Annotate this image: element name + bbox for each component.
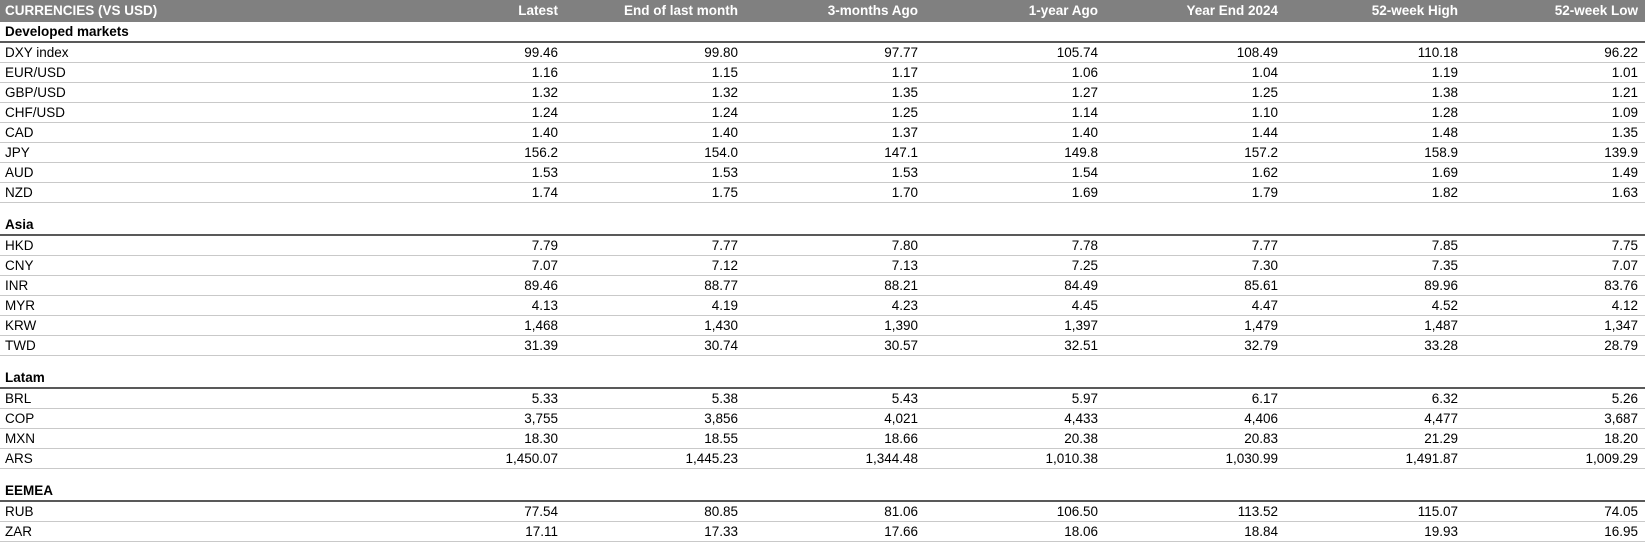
cell-value: 1.21 <box>1465 83 1645 103</box>
section-header-cell <box>1105 368 1285 388</box>
cell-value: 31.39 <box>385 336 565 356</box>
cell-value: 21.29 <box>1285 429 1465 449</box>
row-label: GBP/USD <box>0 83 385 103</box>
cell-value: 4,433 <box>925 409 1105 429</box>
cell-value: 1.01 <box>1465 63 1645 83</box>
cell-value: 7.77 <box>565 235 745 256</box>
section-header-row <box>0 368 1645 388</box>
cell-value: 4.45 <box>925 296 1105 316</box>
section-header-cell <box>1465 368 1645 388</box>
cell-value: 1.25 <box>745 103 925 123</box>
cell-value: 1.82 <box>1285 183 1465 203</box>
cell-value: 1.75 <box>565 183 745 203</box>
cell-value: 4,406 <box>1105 409 1285 429</box>
cell-value: 1.35 <box>1465 123 1645 143</box>
cell-value: 7.75 <box>1465 235 1645 256</box>
table-row <box>0 123 1645 143</box>
cell-value: 147.1 <box>745 143 925 163</box>
cell-value: 4.19 <box>565 296 745 316</box>
section-header-row <box>0 215 1645 235</box>
cell-value: 1.04 <box>1105 63 1285 83</box>
cell-value: 4.23 <box>745 296 925 316</box>
cell-value: 17.33 <box>565 522 745 542</box>
cell-value: 1.53 <box>745 163 925 183</box>
table-row <box>0 163 1645 183</box>
cell-value: 1.53 <box>385 163 565 183</box>
cell-value: 1.48 <box>1285 123 1465 143</box>
cell-value: 6.32 <box>1285 388 1465 409</box>
cell-value: 5.43 <box>745 388 925 409</box>
cell-value: 1.44 <box>1105 123 1285 143</box>
cell-value: 28.79 <box>1465 336 1645 356</box>
cell-value: 1.49 <box>1465 163 1645 183</box>
cell-value: 1.40 <box>925 123 1105 143</box>
table-row <box>0 388 1645 409</box>
column-header-52-week-high: 52-week High <box>1285 0 1465 22</box>
cell-value: 32.51 <box>925 336 1105 356</box>
cell-value: 108.49 <box>1105 42 1285 63</box>
row-label: TWD <box>0 336 385 356</box>
row-label: DXY index <box>0 42 385 63</box>
cell-value: 1.35 <box>745 83 925 103</box>
cell-value: 88.77 <box>565 276 745 296</box>
cell-value: 5.97 <box>925 388 1105 409</box>
table-row <box>0 429 1645 449</box>
table-row <box>0 522 1645 542</box>
cell-value: 1,347 <box>1465 316 1645 336</box>
cell-value: 32.79 <box>1105 336 1285 356</box>
cell-value: 1.32 <box>385 83 565 103</box>
table-row <box>0 183 1645 203</box>
table-header <box>0 0 1645 22</box>
cell-value: 6.17 <box>1105 388 1285 409</box>
cell-value: 149.8 <box>925 143 1105 163</box>
cell-value: 4.47 <box>1105 296 1285 316</box>
cell-value: 7.12 <box>565 256 745 276</box>
section-header-cell <box>1465 22 1645 42</box>
table-row <box>0 449 1645 469</box>
section-header-cell <box>385 22 565 42</box>
cell-value: 81.06 <box>745 501 925 522</box>
table-row <box>0 103 1645 123</box>
cell-value: 89.46 <box>385 276 565 296</box>
cell-value: 1,479 <box>1105 316 1285 336</box>
cell-value: 1.16 <box>385 63 565 83</box>
cell-value: 139.9 <box>1465 143 1645 163</box>
table-row <box>0 501 1645 522</box>
row-label: EUR/USD <box>0 63 385 83</box>
table-header-row <box>0 0 1645 22</box>
cell-value: 77.54 <box>385 501 565 522</box>
section-header-cell <box>745 215 925 235</box>
column-header-1-year-ago: 1-year Ago <box>925 0 1105 22</box>
cell-value: 1.70 <box>745 183 925 203</box>
section-header-cell <box>745 368 925 388</box>
cell-value: 17.66 <box>745 522 925 542</box>
cell-value: 1,390 <box>745 316 925 336</box>
cell-value: 1,468 <box>385 316 565 336</box>
spacer-cell <box>0 469 1645 482</box>
cell-value: 97.77 <box>745 42 925 63</box>
column-header-year-end-2024: Year End 2024 <box>1105 0 1285 22</box>
cell-value: 4.12 <box>1465 296 1645 316</box>
cell-value: 1.53 <box>565 163 745 183</box>
cell-value: 7.07 <box>1465 256 1645 276</box>
table-row <box>0 63 1645 83</box>
section-spacer <box>0 356 1645 369</box>
cell-value: 1.19 <box>1285 63 1465 83</box>
section-header-row <box>0 481 1645 501</box>
cell-value: 1,397 <box>925 316 1105 336</box>
cell-value: 106.50 <box>925 501 1105 522</box>
cell-value: 157.2 <box>1105 143 1285 163</box>
section-spacer <box>0 469 1645 482</box>
table-row <box>0 296 1645 316</box>
cell-value: 7.80 <box>745 235 925 256</box>
cell-value: 1.40 <box>565 123 745 143</box>
section-header-cell <box>1285 215 1465 235</box>
cell-value: 158.9 <box>1285 143 1465 163</box>
cell-value: 1.24 <box>385 103 565 123</box>
cell-value: 1.40 <box>385 123 565 143</box>
cell-value: 18.30 <box>385 429 565 449</box>
cell-value: 1.54 <box>925 163 1105 183</box>
cell-value: 83.76 <box>1465 276 1645 296</box>
cell-value: 1.15 <box>565 63 745 83</box>
cell-value: 1,030.99 <box>1105 449 1285 469</box>
row-label: ARS <box>0 449 385 469</box>
section-title: Asia <box>0 215 385 235</box>
cell-value: 17.11 <box>385 522 565 542</box>
cell-value: 4.13 <box>385 296 565 316</box>
row-label: NZD <box>0 183 385 203</box>
cell-value: 7.77 <box>1105 235 1285 256</box>
cell-value: 30.74 <box>565 336 745 356</box>
cell-value: 1,430 <box>565 316 745 336</box>
cell-value: 113.52 <box>1105 501 1285 522</box>
table-row <box>0 42 1645 63</box>
section-header-cell <box>925 215 1105 235</box>
table-row <box>0 276 1645 296</box>
cell-value: 20.83 <box>1105 429 1285 449</box>
cell-value: 3,856 <box>565 409 745 429</box>
cell-value: 110.18 <box>1285 42 1465 63</box>
row-label: CHF/USD <box>0 103 385 123</box>
section-header-cell <box>385 368 565 388</box>
row-label: JPY <box>0 143 385 163</box>
row-label: HKD <box>0 235 385 256</box>
section-header-cell <box>1105 22 1285 42</box>
cell-value: 4,477 <box>1285 409 1465 429</box>
row-label: CAD <box>0 123 385 143</box>
cell-value: 16.95 <box>1465 522 1645 542</box>
cell-value: 99.46 <box>385 42 565 63</box>
cell-value: 5.26 <box>1465 388 1645 409</box>
cell-value: 1.17 <box>745 63 925 83</box>
cell-value: 18.06 <box>925 522 1105 542</box>
cell-value: 1.69 <box>925 183 1105 203</box>
section-title: Developed markets <box>0 22 385 42</box>
column-header-52-week-low: 52-week Low <box>1465 0 1645 22</box>
cell-value: 1.10 <box>1105 103 1285 123</box>
row-label: CNY <box>0 256 385 276</box>
section-spacer <box>0 203 1645 216</box>
cell-value: 7.35 <box>1285 256 1465 276</box>
row-label: MXN <box>0 429 385 449</box>
row-label: AUD <box>0 163 385 183</box>
cell-value: 115.07 <box>1285 501 1465 522</box>
cell-value: 1.74 <box>385 183 565 203</box>
section-title: EEMEA <box>0 481 385 501</box>
cell-value: 105.74 <box>925 42 1105 63</box>
cell-value: 7.85 <box>1285 235 1465 256</box>
cell-value: 20.38 <box>925 429 1105 449</box>
cell-value: 1.62 <box>1105 163 1285 183</box>
cell-value: 1.06 <box>925 63 1105 83</box>
cell-value: 7.78 <box>925 235 1105 256</box>
cell-value: 1.37 <box>745 123 925 143</box>
section-header-cell <box>385 481 565 501</box>
cell-value: 1.09 <box>1465 103 1645 123</box>
cell-value: 1.27 <box>925 83 1105 103</box>
table-row <box>0 409 1645 429</box>
cell-value: 1,450.07 <box>385 449 565 469</box>
cell-value: 5.33 <box>385 388 565 409</box>
cell-value: 1,009.29 <box>1465 449 1645 469</box>
cell-value: 154.0 <box>565 143 745 163</box>
section-header-cell <box>565 215 745 235</box>
section-header-cell <box>925 481 1105 501</box>
row-label: KRW <box>0 316 385 336</box>
cell-value: 19.93 <box>1285 522 1465 542</box>
row-label: RUB <box>0 501 385 522</box>
section-header-cell <box>385 215 565 235</box>
column-header-end-of-last-month: End of last month <box>565 0 745 22</box>
cell-value: 88.21 <box>745 276 925 296</box>
cell-value: 1.38 <box>1285 83 1465 103</box>
cell-value: 7.25 <box>925 256 1105 276</box>
cell-value: 4,021 <box>745 409 925 429</box>
section-header-cell <box>745 481 925 501</box>
cell-value: 74.05 <box>1465 501 1645 522</box>
row-label: MYR <box>0 296 385 316</box>
cell-value: 3,687 <box>1465 409 1645 429</box>
cell-value: 1,344.48 <box>745 449 925 469</box>
table-body <box>0 22 1645 542</box>
cell-value: 84.49 <box>925 276 1105 296</box>
cell-value: 1.24 <box>565 103 745 123</box>
section-header-cell <box>1285 481 1465 501</box>
column-header-currencies: CURRENCIES (VS USD) <box>0 0 385 22</box>
cell-value: 18.84 <box>1105 522 1285 542</box>
row-label: COP <box>0 409 385 429</box>
table-row <box>0 256 1645 276</box>
cell-value: 5.38 <box>565 388 745 409</box>
section-header-cell <box>1105 481 1285 501</box>
section-title: Latam <box>0 368 385 388</box>
spacer-cell <box>0 203 1645 216</box>
section-header-cell <box>1285 368 1465 388</box>
cell-value: 18.20 <box>1465 429 1645 449</box>
cell-value: 99.80 <box>565 42 745 63</box>
cell-value: 156.2 <box>385 143 565 163</box>
section-header-cell <box>565 22 745 42</box>
spacer-cell <box>0 356 1645 369</box>
section-header-cell <box>745 22 925 42</box>
cell-value: 7.79 <box>385 235 565 256</box>
cell-value: 18.55 <box>565 429 745 449</box>
table-row <box>0 143 1645 163</box>
section-header-cell <box>565 368 745 388</box>
section-header-cell <box>925 368 1105 388</box>
row-label: ZAR <box>0 522 385 542</box>
cell-value: 1,487 <box>1285 316 1465 336</box>
cell-value: 1.25 <box>1105 83 1285 103</box>
section-header-cell <box>1285 22 1465 42</box>
cell-value: 80.85 <box>565 501 745 522</box>
cell-value: 7.07 <box>385 256 565 276</box>
table-row <box>0 235 1645 256</box>
section-header-cell <box>565 481 745 501</box>
cell-value: 85.61 <box>1105 276 1285 296</box>
cell-value: 1.63 <box>1465 183 1645 203</box>
cell-value: 30.57 <box>745 336 925 356</box>
cell-value: 4.52 <box>1285 296 1465 316</box>
cell-value: 1.28 <box>1285 103 1465 123</box>
column-header-latest: Latest <box>385 0 565 22</box>
cell-value: 18.66 <box>745 429 925 449</box>
cell-value: 1.32 <box>565 83 745 103</box>
cell-value: 1,445.23 <box>565 449 745 469</box>
section-header-row <box>0 22 1645 42</box>
cell-value: 1.79 <box>1105 183 1285 203</box>
table-row <box>0 336 1645 356</box>
row-label: INR <box>0 276 385 296</box>
table-row <box>0 316 1645 336</box>
table-row <box>0 83 1645 103</box>
cell-value: 3,755 <box>385 409 565 429</box>
cell-value: 1.14 <box>925 103 1105 123</box>
section-header-cell <box>1465 481 1645 501</box>
cell-value: 1,491.87 <box>1285 449 1465 469</box>
cell-value: 7.13 <box>745 256 925 276</box>
section-header-cell <box>1465 215 1645 235</box>
cell-value: 7.30 <box>1105 256 1285 276</box>
row-label: BRL <box>0 388 385 409</box>
cell-value: 89.96 <box>1285 276 1465 296</box>
cell-value: 1.69 <box>1285 163 1465 183</box>
cell-value: 96.22 <box>1465 42 1645 63</box>
cell-value: 1,010.38 <box>925 449 1105 469</box>
cell-value: 33.28 <box>1285 336 1465 356</box>
section-header-cell <box>925 22 1105 42</box>
section-header-cell <box>1105 215 1285 235</box>
column-header-3-months-ago: 3-months Ago <box>745 0 925 22</box>
